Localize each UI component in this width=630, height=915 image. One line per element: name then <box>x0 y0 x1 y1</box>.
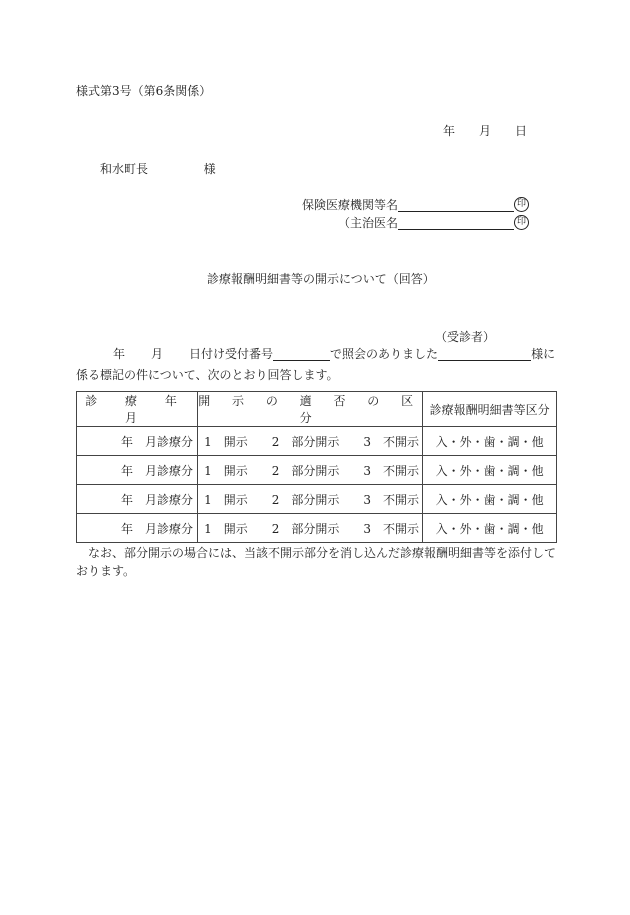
header-disclosure: 開 示 の 適 否 の 区 分 <box>198 392 423 427</box>
document-title: 診療報酬明細書等の開示について（回答） <box>207 272 435 286</box>
body-inquiry-text: で照会のありました <box>330 347 439 361</box>
body-reception-text: 日付け受付番号 <box>189 347 274 361</box>
category-cell[interactable]: 入・外・歯・調・他 <box>423 427 557 456</box>
category-cell[interactable]: 入・外・歯・調・他 <box>423 514 557 543</box>
seal-stamp-institution: 印 <box>514 197 529 212</box>
table-header-row <box>77 392 557 427</box>
table-row <box>77 514 557 543</box>
options-cell[interactable]: 1 開示 2 部分開示 3 不開示 <box>198 485 423 514</box>
table-row <box>77 427 557 456</box>
recipient-label: （受診者） <box>435 330 496 344</box>
doctor-line <box>338 216 514 230</box>
body-line-1 <box>113 347 555 361</box>
period-cell: 年 月診療分 <box>77 427 198 456</box>
doctor-blank[interactable] <box>398 217 514 230</box>
note-line-1: なお、部分開示の場合には、当該不開示部分を消し込んだ診療報酬明細書等を添付して <box>88 546 557 560</box>
note-line-2: おります。 <box>76 564 136 578</box>
header-period: 診 療 年 月 <box>77 392 198 427</box>
institution-label: 保険医療機関等名 <box>302 198 399 212</box>
addressee <box>100 162 216 176</box>
header-category: 診療報酬明細書等区分 <box>423 392 557 427</box>
category-cell[interactable]: 入・外・歯・調・他 <box>423 456 557 485</box>
category-cell[interactable]: 入・外・歯・調・他 <box>423 485 557 514</box>
period-cell: 年 月診療分 <box>77 514 198 543</box>
options-cell[interactable]: 1 開示 2 部分開示 3 不開示 <box>198 514 423 543</box>
form-label: 様式第3号（第6条関係） <box>76 84 212 98</box>
options-cell[interactable]: 1 開示 2 部分開示 3 不開示 <box>198 456 423 485</box>
body-sama-text: 様に <box>531 347 556 361</box>
date-line: 年 月 日 <box>443 124 528 138</box>
institution-blank[interactable] <box>398 199 514 212</box>
options-cell[interactable]: 1 開示 2 部分開示 3 不開示 <box>198 427 423 456</box>
doctor-label: （主治医名 <box>338 216 399 230</box>
table-row <box>77 456 557 485</box>
body-line-2: 係る標記の件について、次のとおり回答します。 <box>76 368 339 382</box>
body-year: 年 <box>113 347 126 361</box>
disclosure-table <box>76 391 557 543</box>
period-cell: 年 月診療分 <box>77 456 198 485</box>
table-row <box>77 485 557 514</box>
reception-number-blank[interactable] <box>273 348 330 361</box>
period-cell: 年 月診療分 <box>77 485 198 514</box>
recipient-name-blank[interactable] <box>438 348 531 361</box>
institution-line <box>302 198 514 212</box>
body-month: 月 <box>151 347 164 361</box>
addressee-name: 和水町長 <box>100 162 149 176</box>
seal-stamp-doctor: 印 <box>514 215 529 230</box>
addressee-honorific: 様 <box>203 162 216 176</box>
